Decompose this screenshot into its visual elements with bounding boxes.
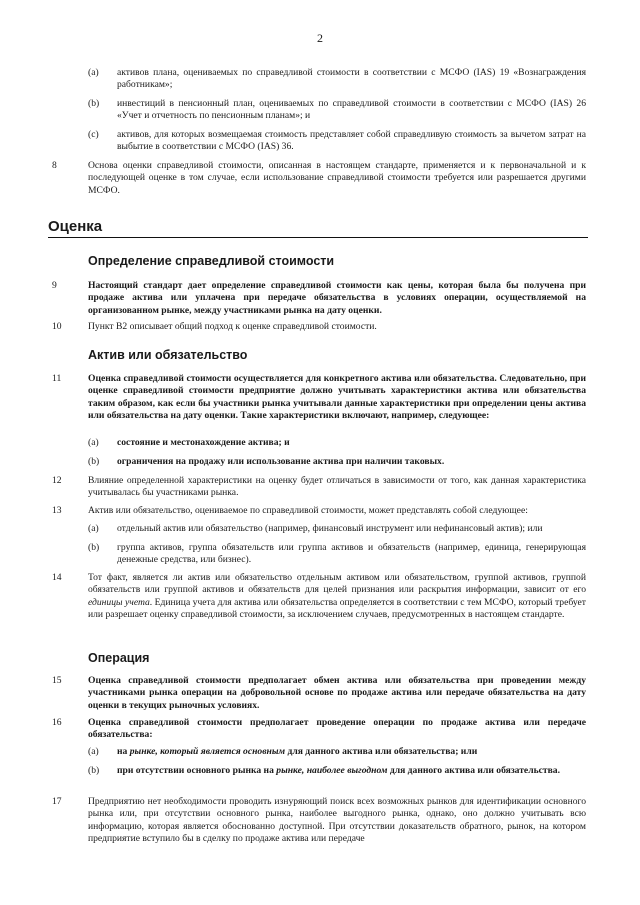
paragraph-number: 10 <box>52 321 62 332</box>
paragraph-number: 13 <box>52 505 62 516</box>
list-item <box>88 456 586 469</box>
subsection-heading: Актив или обязательство <box>88 348 248 362</box>
paragraph-text: Актив или обязательство, оцениваемое по справедливой стоимости, может представлять собой следующее: <box>88 505 528 516</box>
paragraph-text: Влияние определенной характеристики на оценку будет отличаться в зависимости от того, как данная характеристика учитывалась бы участниками рынка. <box>88 475 586 499</box>
item-label: (c) <box>88 129 99 140</box>
list-item <box>88 437 586 450</box>
paragraph-text: Предприятию нет необходимости проводить изнуряющий поиск всех возможных рынков для идентификации основного рынка или, при отсутствии основного рынка, наиболее выгодного рынка, однако, оно должно учитывать всю информацию, которая является обоснованно доступной. При отсутствии доказательств обратного, рынок, на котором предприятие вступило бы в сделку по продаже актива или передаче <box>88 796 586 844</box>
item-text: ограничения на продажу или использование актива при наличии таковых. <box>117 456 445 467</box>
item-label: (b) <box>88 456 100 467</box>
item-text: группа активов, группа обязательств или группа активов и обязательств (например, единица, генерирующая денежные средства, или бизнес). <box>117 542 586 566</box>
list-item <box>88 765 586 791</box>
list-item <box>88 542 586 568</box>
paragraph-text: Оценка справедливой стоимости осуществляется для конкретного актива или обязательства. Следовательно, при оценке справедливой стоимости предприятие должно учитывать характеристики актива или обязательства таким образом, как если бы участники рынка учитывали данные характеристики при определении цены актива или обязательства на дату оценки. Такие характеристики включают, например, следующее: <box>88 373 586 421</box>
list-item <box>88 67 586 93</box>
item-text: на рынке, который является основным для данного актива или обязательства; или <box>117 746 478 757</box>
paragraph-14 <box>52 572 586 634</box>
paragraph-text: Тот факт, является ли актив или обязательство отдельным активом или обязательством, группой активов, группой обязательств или группой активов и обязательств для целей признания или раскрытия информации, зависит от его единицы учета. Единица учета для актива или обязательства определяется в соответствии с тем МСФО, который требует или разрешает оценку справедливой стоимости, за исключением случаев, предусмотренных в настоящем стандарте. <box>88 572 586 620</box>
italic-term: рынке, который является основным <box>129 746 286 757</box>
item-label: (b) <box>88 98 100 109</box>
item-label: (b) <box>88 542 100 553</box>
section-title: Оценка <box>48 218 103 235</box>
paragraph-text: Основа оценки справедливой стоимости, описанная в настоящем стандарте, применяется и к первоначальной и к последующей оценке в том случае, если использование справедливой стоимости требуется или разрешается другими МСФО. <box>88 160 586 196</box>
paragraph-16 <box>52 717 586 743</box>
item-text: отдельный актив или обязательство (например, финансовый инструмент или нефинансовый актив); или <box>117 523 543 534</box>
paragraph-number: 11 <box>52 373 62 384</box>
paragraph-number: 14 <box>52 572 62 583</box>
paragraph-17 <box>52 796 586 846</box>
subsection-heading: Определение справедливой стоимости <box>88 254 335 268</box>
item-label: (a) <box>88 746 99 757</box>
item-label: (b) <box>88 765 100 776</box>
item-label: (a) <box>88 67 99 78</box>
paragraph-number: 9 <box>52 280 57 291</box>
item-text: при отсутствии основного рынка на рынке, наиболее выгодном для данного актива или обязательства. <box>117 765 560 776</box>
paragraph-8 <box>52 160 586 198</box>
list-item <box>88 98 586 124</box>
paragraph-number: 17 <box>52 796 62 807</box>
paragraph-text: Пункт B2 описывает общий подход к оценке справедливой стоимости. <box>88 321 377 332</box>
paragraph-9 <box>52 280 586 318</box>
paragraph-11 <box>52 373 586 435</box>
item-text: активов плана, оцениваемых по справедливой стоимости в соответствии с МСФО (IAS) 19 «Вознаграждения работникам»; <box>117 67 586 91</box>
item-label: (a) <box>88 523 99 534</box>
italic-term: рынке, наиболее выгодном <box>276 765 388 776</box>
page-number: 2 <box>317 31 323 45</box>
item-label: (a) <box>88 437 99 448</box>
subsection-heading: Операция <box>88 651 150 665</box>
paragraph-text: Настоящий стандарт дает определение справедливой стоимости как цены, которая была бы получена при продаже актива или уплачена при передаче обязательства в условиях операции, осуществляемой на организованном рынке, между участниками рынка на дату оценки. <box>88 280 586 316</box>
item-text: активов, для которых возмещаемая стоимость представляет собой справедливую стоимость за вычетом затрат на выбытие в соответствии с МСФО (IAS) 36. <box>117 129 586 153</box>
paragraph-13 <box>52 505 586 518</box>
paragraph-number: 12 <box>52 475 62 486</box>
list-item <box>88 746 586 759</box>
paragraph-number: 15 <box>52 675 62 686</box>
paragraph-15 <box>52 675 586 713</box>
paragraph-number: 16 <box>52 717 62 728</box>
list-item <box>88 523 586 536</box>
paragraph-10 <box>52 321 586 334</box>
paragraph-text: Оценка справедливой стоимости предполагает обмен актива или обязательства при проведении между участниками рынка операции на добровольной основе по продаже актива или передаче обязательства на дату оценки в текущих рыночных условиях. <box>88 675 586 711</box>
item-text: инвестиций в пенсионный план, оцениваемых по справедливой стоимости в соответствии с МСФО (IAS) 26 «Учет и отчетность по пенсионным планам»; и <box>117 98 586 122</box>
italic-term: единицы учета <box>88 596 150 608</box>
section-divider <box>48 237 588 238</box>
paragraph-text: Оценка справедливой стоимости предполагает проведение операции по продаже актива или передаче обязательства: <box>88 717 586 741</box>
paragraph-number: 8 <box>52 160 57 171</box>
paragraph-12 <box>52 475 586 501</box>
list-item <box>88 129 586 155</box>
item-text: состояние и местонахождение актива; и <box>117 437 290 448</box>
